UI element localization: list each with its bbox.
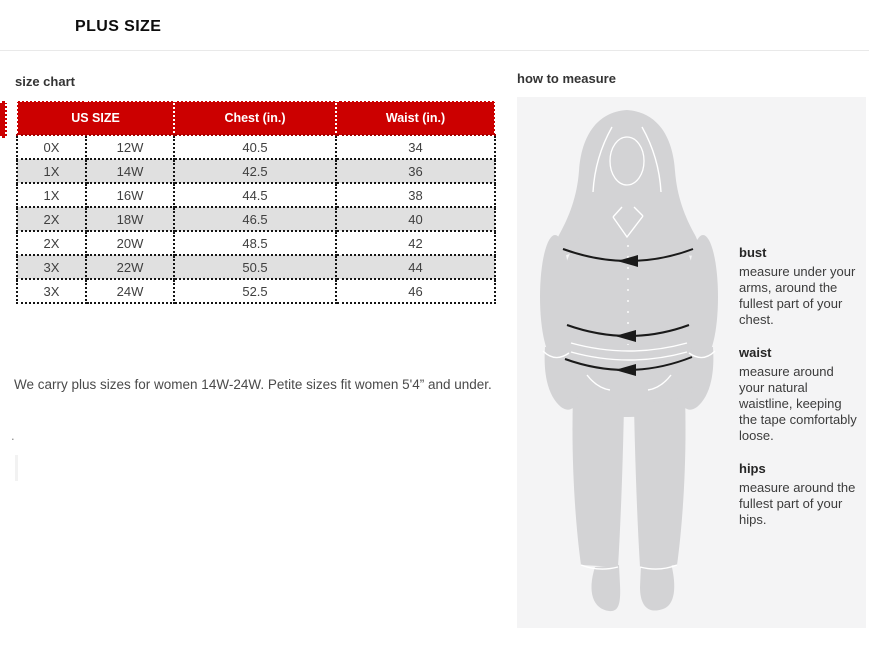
table-cell: 18W	[86, 207, 174, 231]
table-cell: 20W	[86, 231, 174, 255]
stray-dot: .	[11, 428, 15, 443]
waist-label: waist	[739, 345, 772, 360]
table-cell: 24W	[86, 279, 174, 303]
waist-text: measure around your natural waistline, keeping the tape comfortably loose.	[739, 364, 857, 443]
table-cell: 1X	[17, 159, 86, 183]
measure-panel	[517, 97, 866, 628]
table-edge-fragment	[0, 101, 7, 138]
hips-label: hips	[739, 461, 766, 476]
table-cell: 42.5	[174, 159, 336, 183]
table-cell: 46.5	[174, 207, 336, 231]
page-title: PLUS SIZE	[75, 18, 162, 35]
table-cell: 1X	[17, 183, 86, 207]
table-header-row	[17, 101, 495, 135]
col-header-chest: Chest (in.)	[174, 101, 336, 135]
table-cell: 42	[336, 231, 495, 255]
size-chart-table	[16, 100, 496, 304]
face-outline	[610, 137, 644, 185]
table-cell: 40.5	[174, 135, 336, 159]
table-cell: 44	[336, 255, 495, 279]
size-chart-heading: size chart	[15, 74, 75, 89]
table-cell: 2X	[17, 231, 86, 255]
how-to-measure-heading: how to measure	[517, 71, 616, 86]
table-row	[17, 207, 495, 231]
table-cell: 3X	[17, 279, 86, 303]
table-cell: 0X	[17, 135, 86, 159]
table-cell: 44.5	[174, 183, 336, 207]
hips-text: measure around the fullest part of your hips.	[739, 480, 856, 527]
table-cell: 16W	[86, 183, 174, 207]
bust-instruction	[739, 245, 859, 328]
table-cell: 36	[336, 159, 495, 183]
table-row	[17, 279, 495, 303]
table-cell: 50.5	[174, 255, 336, 279]
table-row	[17, 159, 495, 183]
table-cell: 46	[336, 279, 495, 303]
hips-instruction	[739, 461, 859, 528]
table-cell: 52.5	[174, 279, 336, 303]
waist-instruction	[739, 345, 859, 444]
table-cell: 22W	[86, 255, 174, 279]
table-cell: 38	[336, 183, 495, 207]
table-row	[17, 135, 495, 159]
table-cell: 2X	[17, 207, 86, 231]
bust-text: measure under your arms, around the fullest part of your chest.	[739, 264, 856, 327]
bust-label: bust	[739, 245, 767, 260]
table-cell: 14W	[86, 159, 174, 183]
stray-faint-mark	[15, 455, 18, 481]
col-header-waist: Waist (in.)	[336, 101, 495, 135]
plus-size-note: We carry plus sizes for women 14W-24W. Petite sizes fit women 5'4” and under.	[14, 377, 492, 392]
size-chart-body	[17, 135, 495, 303]
table-cell: 48.5	[174, 231, 336, 255]
col-header-us-size: US SIZE	[17, 101, 174, 135]
header-divider	[0, 50, 869, 51]
table-row	[17, 231, 495, 255]
table-cell: 12W	[86, 135, 174, 159]
table-cell: 34	[336, 135, 495, 159]
table-cell: 40	[336, 207, 495, 231]
table-row	[17, 255, 495, 279]
measure-instructions	[739, 245, 859, 545]
table-row	[17, 183, 495, 207]
table-cell: 3X	[17, 255, 86, 279]
